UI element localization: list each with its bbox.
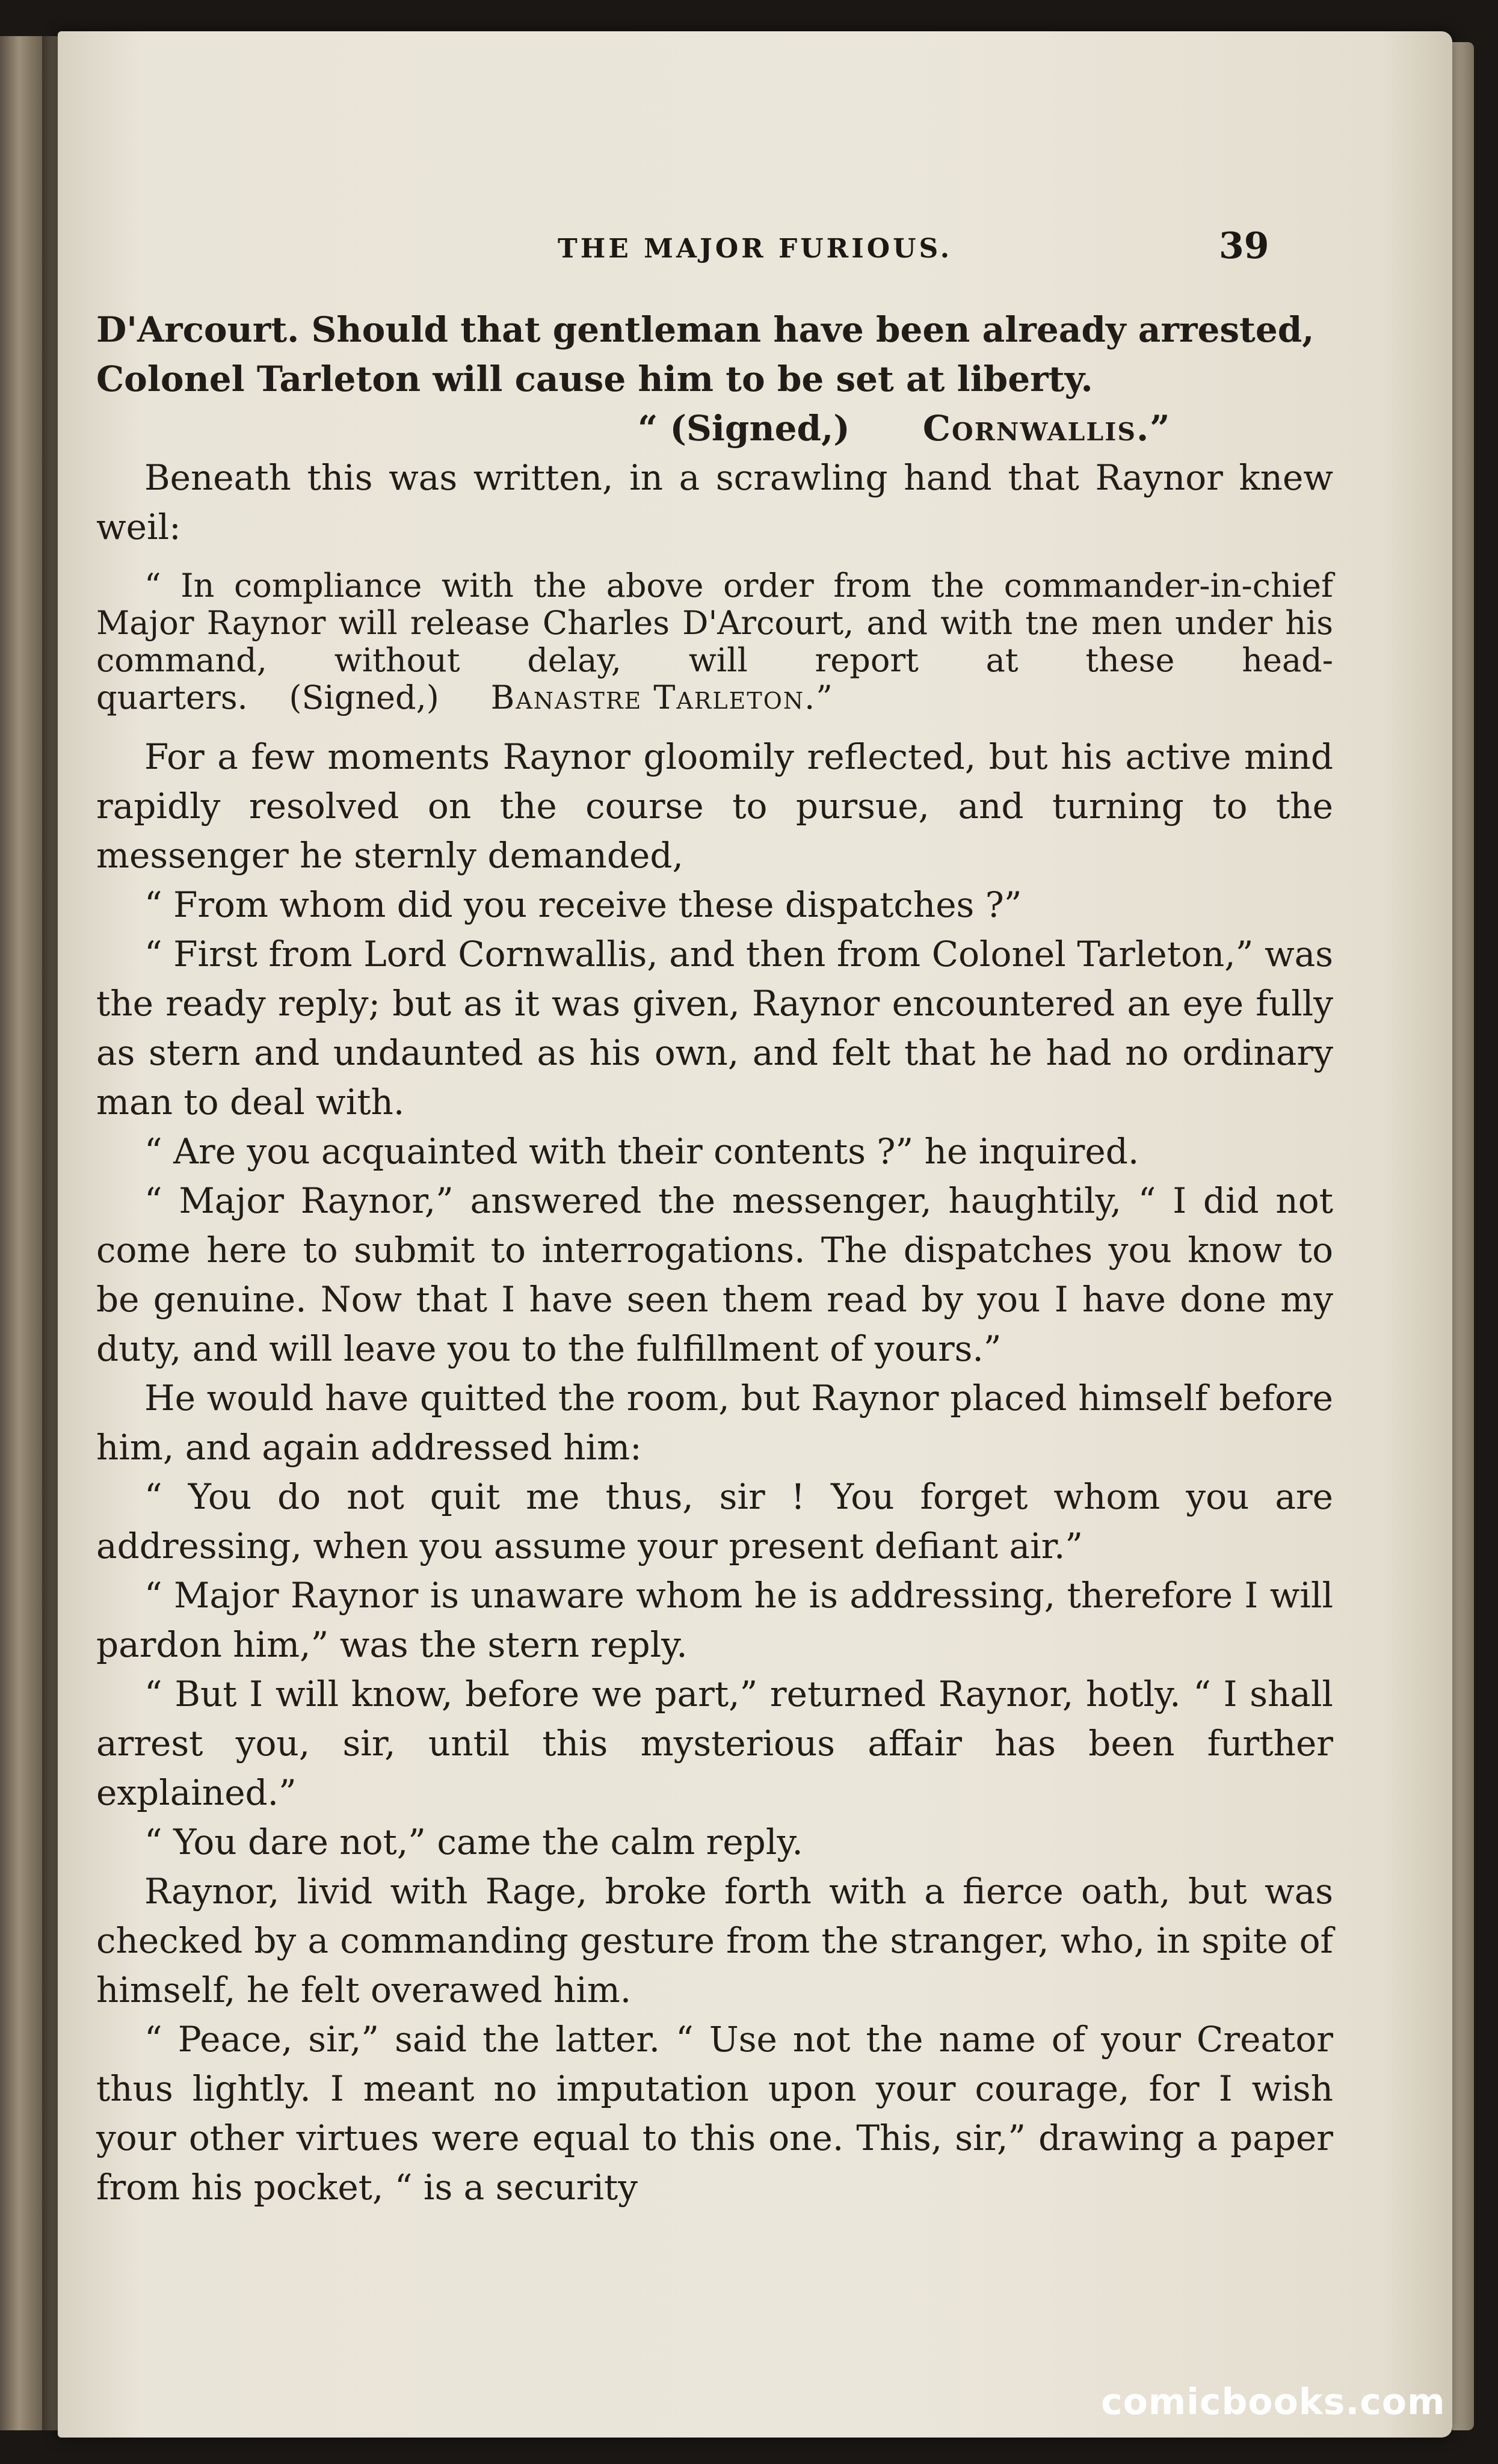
site-watermark: comicbooks.com (1101, 2381, 1446, 2423)
paragraph-beneath: Beneath this was written, in a scrawling hand that Raynor knew weil: (96, 457, 1333, 547)
paragraph-3: “ First from Lord Cornwallis, and then from Colonel Tarleton,” was the ready reply; but as it was given, Raynor encountered an eye fully as stern and undaunted as his own, and felt that he had no ordinary man to deal with. (96, 934, 1333, 1123)
letter-line-2: Colonel Tarleton will cause him to be set at liberty. (96, 359, 1093, 399)
paragraph-10: “ You dare not,” came the calm reply. (144, 1822, 803, 1862)
letter-signature: Cornwallis.” (922, 408, 1171, 449)
page-number: 39 (1219, 225, 1269, 267)
running-head (58, 212, 1452, 284)
paragraph-5: “ Major Raynor,” answered the messenger, haughtily, “ I did not come here to submit to interrogations. The dispatches you know to be genuine. Now that I have seen them read by you I have done my duty, and will leave you to the fulfillment of yours.” (96, 1180, 1333, 1369)
right-page-edge (1452, 42, 1474, 2430)
order-signature: Banastre Tarleton.” (490, 679, 834, 716)
paragraph-9: “ But I will know, before we part,” returned Raynor, hotly. “ I shall arrest you, sir, until this mysterious affair has been further explained.” (96, 1674, 1333, 1813)
left-page-edge (0, 36, 42, 2430)
letter-signed: “ (Signed,) (638, 408, 850, 449)
letter-signature-line (96, 404, 1333, 453)
paragraph-2: “ From whom did you receive these dispatches ?” (144, 884, 1022, 925)
letter-line-1-rest: Should that gentleman have been already arrested, (311, 309, 1315, 350)
letter-opening-name: D'Arcourt. (96, 309, 300, 350)
paragraph-6: He would have quitted the room, but Raynor placed himself before him, and again addressed him: (96, 1378, 1333, 1468)
paragraph-11: Raynor, livid with Rage, broke forth with a fierce oath, but was checked by a commanding gesture from the stranger, who, in spite of himself, he felt overawed him. (96, 1871, 1333, 2010)
book-page (58, 31, 1452, 2438)
order-text: “ In compliance with the above order from the commander-in-chief Major Raynor will release Charles D'Arcourt, and with tne men under his command, without delay, will report at these head-quarters. (96, 567, 1333, 716)
paragraph-8: “ Major Raynor is unaware whom he is addressing, therefore I will pardon him,” was the stern reply. (96, 1575, 1333, 1665)
order-quote (96, 567, 1333, 716)
letter-line-1 (96, 305, 1333, 354)
paragraph-1: For a few moments Raynor gloomily reflected, but his active mind rapidly resolved on the course to pursue, and turning to the messenger he sternly demanded, (96, 736, 1333, 876)
paragraph-7: “ You do not quit me thus, sir ! You forget whom you are addressing, when you assume your present defiant air.” (96, 1476, 1333, 1566)
running-title: THE MAJOR FURIOUS. (557, 233, 953, 264)
paragraph-4: “ Are you acquainted with their contents ?” he inquired. (144, 1131, 1139, 1172)
order-signed: (Signed,) (289, 679, 439, 716)
body-text (96, 305, 1333, 2212)
paragraph-12: “ Peace, sir,” said the latter. “ Use not the name of your Creator thus lightly. I meant no imputation upon your courage, for I wish your other virtues were equal to this one. This, sir,” drawing a paper from his pocket, “ is a security (96, 2019, 1333, 2208)
